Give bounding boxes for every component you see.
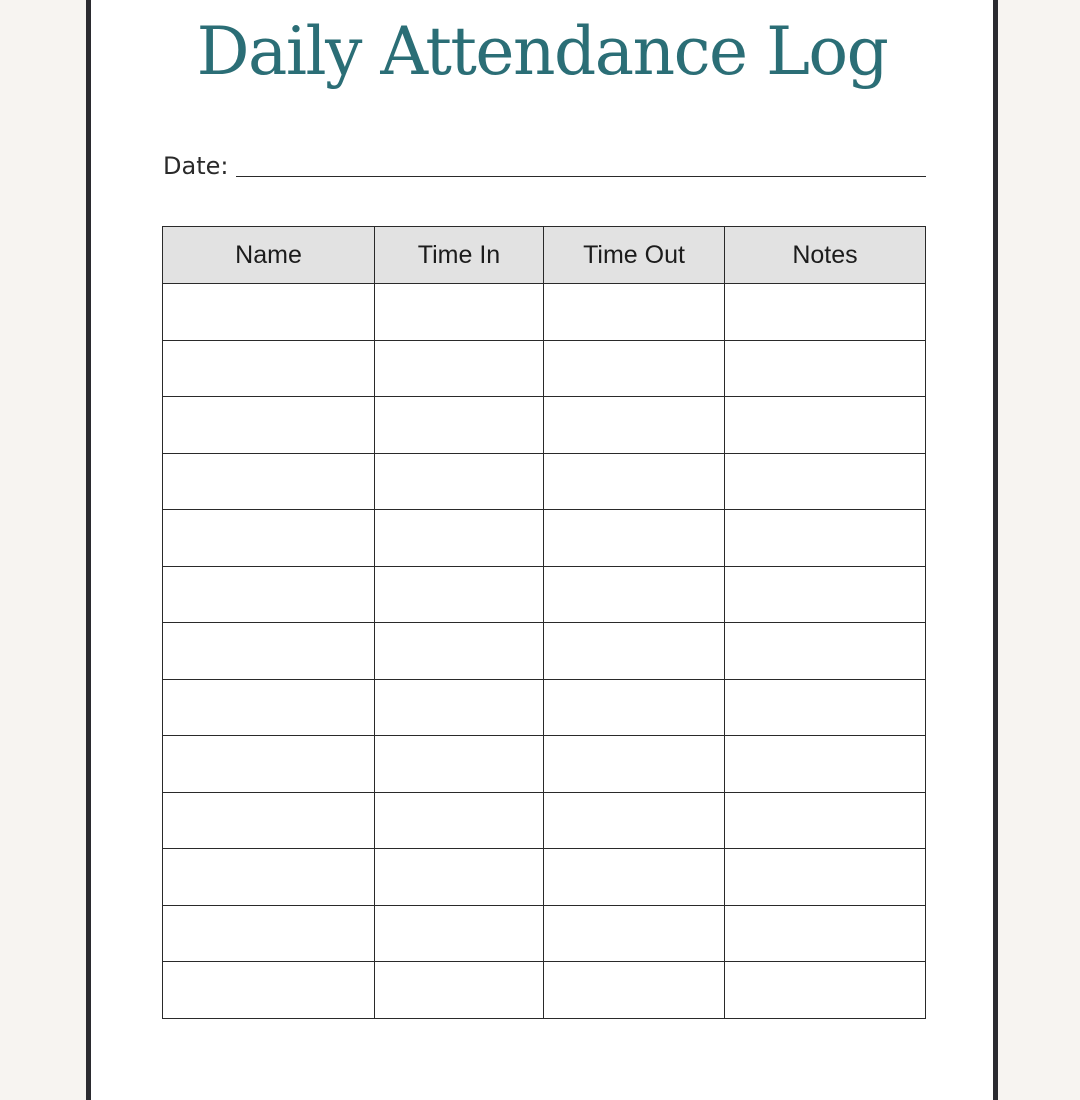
table-row (163, 792, 926, 849)
time-out-cell[interactable] (544, 453, 725, 510)
name-cell[interactable] (163, 510, 375, 567)
table-row (163, 566, 926, 623)
table-body (163, 284, 926, 1019)
column-header-time-in: Time In (375, 227, 544, 284)
table-row (163, 679, 926, 736)
name-cell[interactable] (163, 453, 375, 510)
name-cell[interactable] (163, 566, 375, 623)
table-row (163, 510, 926, 567)
notes-cell[interactable] (725, 566, 926, 623)
time-in-cell[interactable] (375, 962, 544, 1019)
notes-cell[interactable] (725, 792, 926, 849)
table-row (163, 962, 926, 1019)
time-out-cell[interactable] (544, 679, 725, 736)
time-in-cell[interactable] (375, 453, 544, 510)
time-in-cell[interactable] (375, 284, 544, 341)
name-cell[interactable] (163, 962, 375, 1019)
attendance-table (162, 226, 926, 1019)
table-row (163, 905, 926, 962)
date-field[interactable] (236, 176, 926, 177)
notes-cell[interactable] (725, 679, 926, 736)
name-cell[interactable] (163, 284, 375, 341)
time-in-cell[interactable] (375, 510, 544, 567)
name-cell[interactable] (163, 792, 375, 849)
log-sheet (86, 0, 998, 1100)
time-out-cell[interactable] (544, 623, 725, 680)
table-row (163, 849, 926, 906)
time-out-cell[interactable] (544, 397, 725, 454)
time-in-cell[interactable] (375, 340, 544, 397)
notes-cell[interactable] (725, 905, 926, 962)
name-cell[interactable] (163, 623, 375, 680)
notes-cell[interactable] (725, 453, 926, 510)
time-in-cell[interactable] (375, 566, 544, 623)
name-cell[interactable] (163, 397, 375, 454)
date-row (163, 150, 925, 190)
column-header-time-out: Time Out (544, 227, 725, 284)
name-cell[interactable] (163, 849, 375, 906)
notes-cell[interactable] (725, 623, 926, 680)
time-out-cell[interactable] (544, 340, 725, 397)
notes-cell[interactable] (725, 962, 926, 1019)
table-row (163, 736, 926, 793)
time-in-cell[interactable] (375, 679, 544, 736)
notes-cell[interactable] (725, 284, 926, 341)
table-header-row (163, 227, 926, 284)
table-row (163, 453, 926, 510)
notes-cell[interactable] (725, 397, 926, 454)
table-row (163, 623, 926, 680)
notes-cell[interactable] (725, 340, 926, 397)
time-in-cell[interactable] (375, 736, 544, 793)
table-row (163, 340, 926, 397)
time-out-cell[interactable] (544, 905, 725, 962)
name-cell[interactable] (163, 736, 375, 793)
notes-cell[interactable] (725, 510, 926, 567)
table-row (163, 397, 926, 454)
time-out-cell[interactable] (544, 510, 725, 567)
time-out-cell[interactable] (544, 792, 725, 849)
notes-cell[interactable] (725, 736, 926, 793)
time-out-cell[interactable] (544, 284, 725, 341)
time-in-cell[interactable] (375, 397, 544, 454)
time-in-cell[interactable] (375, 905, 544, 962)
name-cell[interactable] (163, 340, 375, 397)
time-out-cell[interactable] (544, 566, 725, 623)
date-label: Date: (163, 152, 229, 180)
time-in-cell[interactable] (375, 849, 544, 906)
time-out-cell[interactable] (544, 962, 725, 1019)
name-cell[interactable] (163, 679, 375, 736)
table-row (163, 284, 926, 341)
column-header-name: Name (163, 227, 375, 284)
time-out-cell[interactable] (544, 736, 725, 793)
time-in-cell[interactable] (375, 623, 544, 680)
name-cell[interactable] (163, 905, 375, 962)
page-title: Daily Attendance Log (196, 13, 888, 90)
time-in-cell[interactable] (375, 792, 544, 849)
time-out-cell[interactable] (544, 849, 725, 906)
column-header-notes: Notes (725, 227, 926, 284)
notes-cell[interactable] (725, 849, 926, 906)
